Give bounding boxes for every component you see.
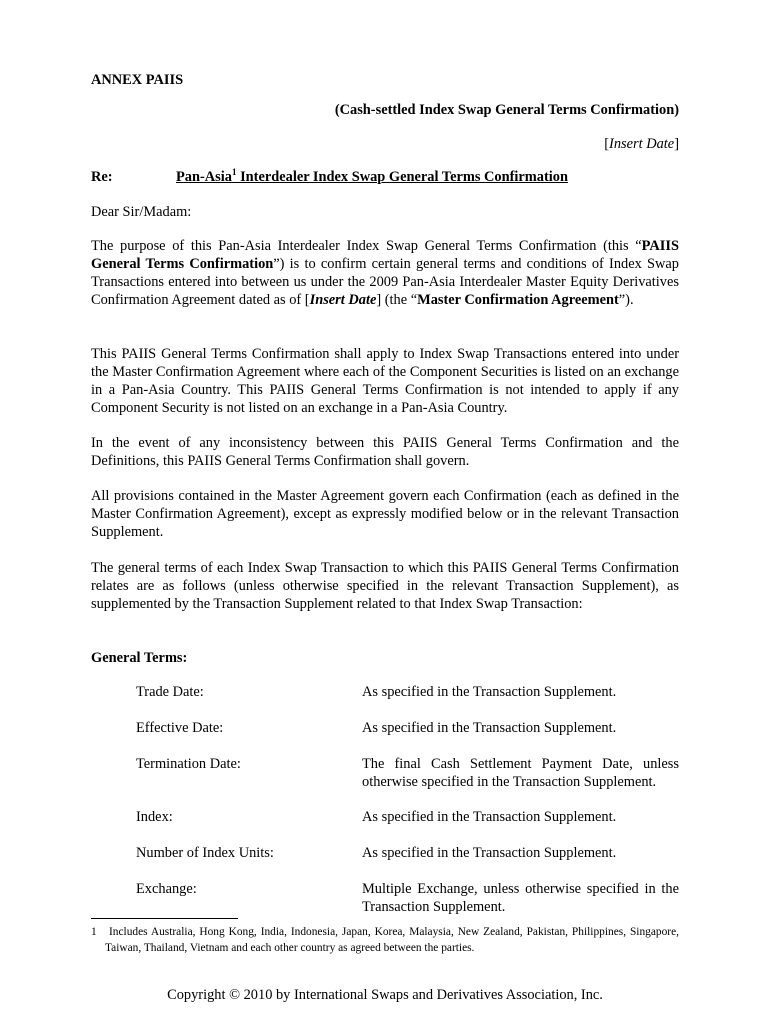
term-label-effective-date: Effective Date:	[136, 720, 224, 736]
re-subject-post: Interdealer Index Swap General Terms Confirmation	[236, 169, 568, 185]
term-value-number-of-index-units: As specified in the Transaction Supplement.	[362, 845, 617, 861]
term-value-trade-date: As specified in the Transaction Supplement.	[362, 684, 617, 700]
para1-text-2: ”) is to confirm certain general terms and conditions of Index Swap Transactions entered into between us under the 2009 Pan-Asia Interdealer Master Equity Derivatives Confirmation Agreement dated as of [	[91, 256, 679, 308]
term-label-index: Index:	[136, 809, 173, 825]
para1-text-3: ] (the “	[376, 292, 418, 308]
para1-defined-term-2: Master Confirmation Agreement	[417, 292, 619, 308]
para1-defined-term-1: PAIIS General Terms Confirmation	[91, 238, 679, 272]
salutation: Dear Sir/Madam:	[91, 204, 192, 220]
footnote-ref: 1	[231, 167, 237, 178]
term-value-index: As specified in the Transaction Supplement.	[362, 809, 617, 825]
footnote-marker: 1	[91, 926, 97, 938]
date-open-bracket: [	[604, 136, 610, 152]
footnote-separator	[91, 918, 238, 919]
re-subject	[176, 168, 679, 186]
para1-text-4: ”).	[618, 292, 634, 308]
paragraph-general-terms-intro: The general terms of each Index Swap Transaction to which this PAIIS General Terms Confirmation relates are as follows (unless otherwise specified in the relevant Transaction Supplement), as supplemented by the Transaction Supplement related to that Index Swap Transaction:	[91, 560, 679, 612]
date-close-bracket: ]	[674, 136, 679, 152]
re-subject-pre: Pan-Asia	[176, 169, 232, 185]
footnote-text: Includes Australia, Hong Kong, India, Indonesia, Japan, Korea, Malaysia, New Zealand, Pakistan, Philippines, Singapore, Taiwan, Thailand, Vietnam and each other country as agreed between the parties.	[105, 926, 679, 954]
para1-text-1: The purpose of this Pan-Asia Interdealer Index Swap General Terms Confirmation (this “	[91, 238, 642, 254]
paragraph-provisions: All provisions contained in the Master Agreement govern each Confirmation (each as defined in the Master Confirmation Agreement), except as expressly modified below or in the relevant Transaction Supplement.	[91, 488, 679, 540]
date-placeholder-text: Insert Date	[609, 136, 675, 152]
term-value-effective-date: As specified in the Transaction Supplement.	[362, 720, 617, 736]
annex-title: ANNEX PAIIS	[91, 72, 184, 88]
paragraph-applicability: This PAIIS General Terms Confirmation shall apply to Index Swap Transactions entered into under the Master Confirmation Agreement where each of the Component Securities is listed on an exchange in a Pan-Asia Country. This PAIIS General Terms Confirmation is not intended to apply if any Component Security is not listed on an exchange in a Pan-Asia Country.	[91, 346, 679, 416]
term-value-exchange: Multiple Exchange, unless otherwise specified in the Transaction Supplement.	[362, 881, 679, 915]
term-label-exchange: Exchange:	[136, 881, 197, 897]
term-label-termination-date: Termination Date:	[136, 756, 241, 772]
term-value-termination-date: The final Cash Settlement Payment Date, unless otherwise specified in the Transaction Supplement.	[362, 756, 679, 790]
re-label: Re:	[91, 169, 113, 185]
date-placeholder	[400, 135, 679, 153]
general-terms-heading: General Terms:	[91, 650, 188, 666]
term-label-trade-date: Trade Date:	[136, 684, 204, 700]
para1-insert-date: Insert Date	[309, 292, 377, 308]
document-subtitle: (Cash-settled Index Swap General Terms Confirmation)	[334, 102, 679, 118]
paragraph-inconsistency: In the event of any inconsistency between this PAIIS General Terms Confirmation and the Definitions, this PAIIS General Terms Confirmation shall govern.	[91, 435, 679, 469]
term-label-number-of-index-units: Number of Index Units:	[136, 845, 274, 861]
paragraph-purpose	[91, 237, 679, 309]
copyright-footer: Copyright © 2010 by International Swaps and Derivatives Association, Inc.	[167, 987, 603, 1003]
